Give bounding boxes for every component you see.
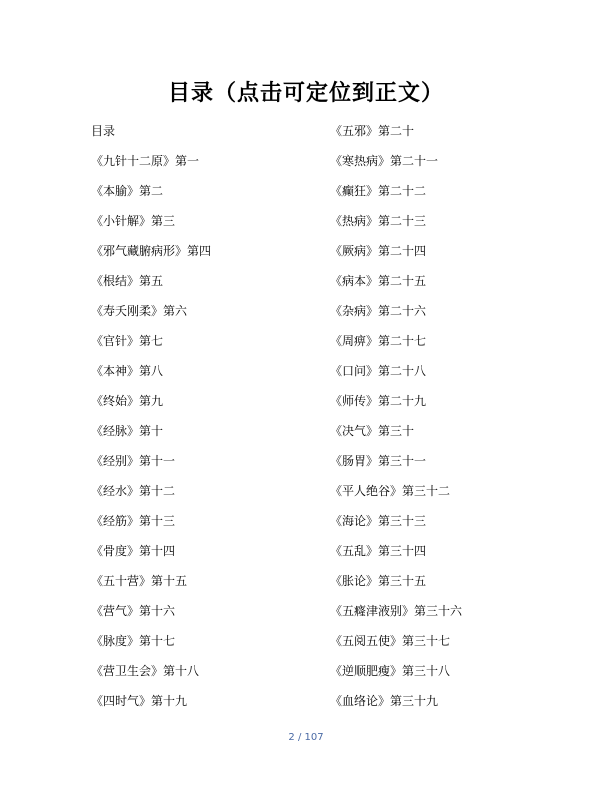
toc-column-left bbox=[91, 121, 331, 721]
toc-link[interactable]: 《经水》第十二 bbox=[91, 484, 176, 498]
page-title: 目录（点击可定位到正文） bbox=[167, 81, 444, 106]
toc-link[interactable]: 《脉度》第十七 bbox=[91, 634, 176, 648]
toc-link[interactable]: 《平人绝谷》第三十二 bbox=[330, 484, 451, 498]
toc-link[interactable]: 《邪气藏腑病形》第四 bbox=[91, 244, 212, 258]
toc-link[interactable]: 《海论》第三十三 bbox=[330, 514, 427, 528]
toc-link[interactable]: 《血络论》第三十九 bbox=[330, 694, 439, 708]
toc-link[interactable]: 《五癃津液别》第三十六 bbox=[330, 604, 463, 618]
toc-link[interactable]: 《癫狂》第二十二 bbox=[330, 184, 427, 198]
toc-link[interactable]: 《营气》第十六 bbox=[91, 604, 176, 618]
toc-link[interactable]: 《决气》第三十 bbox=[330, 424, 415, 438]
toc-link[interactable]: 《本神》第八 bbox=[91, 364, 164, 378]
toc-link[interactable]: 《根结》第五 bbox=[91, 274, 164, 288]
page-indicator: 2 / 107 bbox=[288, 732, 324, 743]
toc-link[interactable]: 《经别》第十一 bbox=[91, 454, 176, 468]
toc-link[interactable]: 《寒热病》第二十一 bbox=[330, 154, 439, 168]
toc-link[interactable]: 《逆顺肥瘦》第三十八 bbox=[330, 664, 451, 678]
toc-link[interactable]: 《五阅五使》第三十七 bbox=[330, 634, 451, 648]
toc-link[interactable]: 《四时气》第十九 bbox=[91, 694, 188, 708]
toc-link[interactable]: 《五乱》第三十四 bbox=[330, 544, 427, 558]
toc-link[interactable]: 《寿夭刚柔》第六 bbox=[91, 304, 188, 318]
toc-link[interactable]: 《小针解》第三 bbox=[91, 214, 176, 228]
toc-link[interactable]: 《周痹》第二十七 bbox=[330, 334, 427, 348]
toc-link[interactable]: 《终始》第九 bbox=[91, 394, 164, 408]
toc-link[interactable]: 《热病》第二十三 bbox=[330, 214, 427, 228]
toc-link[interactable]: 《口问》第二十八 bbox=[330, 364, 427, 378]
toc-link[interactable]: 《杂病》第二十六 bbox=[330, 304, 427, 318]
toc-link[interactable]: 目录 bbox=[91, 124, 116, 138]
toc-link[interactable]: 《师传》第二十九 bbox=[330, 394, 427, 408]
toc-link[interactable]: 《骨度》第十四 bbox=[91, 544, 176, 558]
toc-link[interactable]: 《九针十二原》第一 bbox=[91, 154, 200, 168]
toc-link[interactable]: 《肠胃》第三十一 bbox=[330, 454, 427, 468]
toc-link[interactable]: 《官针》第七 bbox=[91, 334, 164, 348]
toc-link[interactable]: 《胀论》第三十五 bbox=[330, 574, 427, 588]
toc-link[interactable]: 《本腧》第二 bbox=[91, 184, 164, 198]
toc-link[interactable]: 《经筋》第十三 bbox=[91, 514, 176, 528]
toc-link[interactable]: 《病本》第二十五 bbox=[330, 274, 427, 288]
toc-link[interactable]: 《厥病》第二十四 bbox=[330, 244, 427, 258]
toc-link[interactable]: 《经脉》第十 bbox=[91, 424, 164, 438]
toc-link[interactable]: 《五邪》第二十 bbox=[330, 124, 415, 138]
toc-column-right bbox=[330, 121, 570, 721]
toc-link[interactable]: 《五十营》第十五 bbox=[91, 574, 188, 588]
toc-link[interactable]: 《营卫生会》第十八 bbox=[91, 664, 200, 678]
